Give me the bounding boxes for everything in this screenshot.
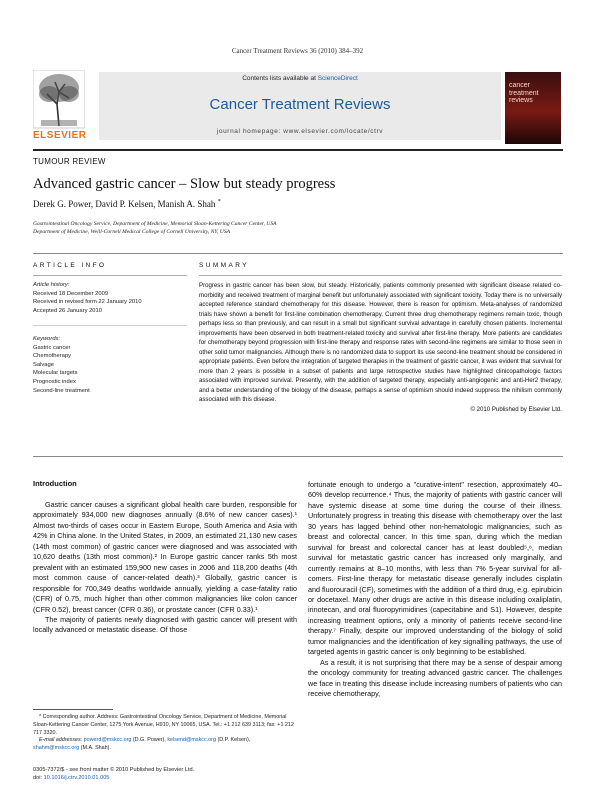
history-received: Received 18 December 2009 bbox=[33, 290, 109, 297]
affiliation-1: Gastrointestinal Oncology Service, Department of Medicine, Memorial Sloan-Kettering Cancer Center, USA bbox=[33, 221, 277, 227]
issn-line: 0305-7372/$ - see front matter © 2010 Published by Elsevier Ltd. bbox=[33, 767, 195, 773]
body-paragraph: As a result, it is not surprising that there may be a sense of despair among the oncology community for treating advanced gastric cancer. The challenges we face in treating this disease include increasing numbers of patients who can receive chemotherapy, bbox=[308, 657, 562, 699]
copyright-notice: © 2010 Published by Elsevier Ltd. bbox=[470, 405, 562, 413]
sciencedirect-link[interactable]: ScienceDirect bbox=[317, 75, 358, 82]
footnote bbox=[33, 714, 298, 753]
summary-text: Progress in gastric cancer has been slow, but steady. Historically, patients commonly presented with significant disease related co-morbidity and received treatment of marginal benefit but unfortunately associated with significant toxicity. Today there is no universally accepted reference standard chemotherapy for this disease. However, there is reason for optimism. Meta-analyses of randomized trials have shown a benefit for first-line combination chemotherapy. Current three drug chemotherapy regimens remain toxic, though perhaps less so than previously, and can result in a small but significant survival advantage in carefully chosen patients. Incremental improvements have been observed in both treatment-related toxicity and survival after first-line therapy. More patients are candidates for chemotherapy beyond progression with first-line therapy and response rates with second-line regimens are similar to those seen in other solid tumor malignancies. Although there is no randomized data to support its use second-line treatment should be considered in appropriate patients. Even before the integration of targeted therapies in the treatment of gastric cancer, it was evident that survival for more than 2 years is possible in a subset of patients and large retrospective studies have highlighted clinicopathologic factors associated with improved survival. Presently, with the addition of targeted therapy, especially anti-angiogenic and anti-Her2 therapy, and a better understanding of the biology of the disease, perhaps a sense of optimism should indeed suppress the nihilism commonly associated with this disease. © 2010 Published by Elsevier Ltd. bbox=[199, 282, 562, 413]
article-identifiers bbox=[33, 766, 194, 782]
doi-line: doi: 10.1016/j.ctrv.2010.01.005 bbox=[33, 775, 110, 781]
article-info-header: ARTICLE INFO bbox=[33, 262, 107, 269]
email-link[interactable]: shahm@mskcc.org bbox=[33, 745, 80, 752]
body-column-right bbox=[308, 480, 562, 700]
keyword: Molecular targets bbox=[33, 370, 78, 377]
history-accepted: Accepted 26 January 2010 bbox=[33, 307, 102, 314]
divider bbox=[33, 253, 563, 254]
footnote-divider bbox=[33, 709, 113, 710]
divider bbox=[33, 325, 187, 326]
journal-homepage-link[interactable]: journal homepage: www.elsevier.com/locate/ctrv bbox=[216, 128, 384, 135]
journal-banner bbox=[99, 72, 501, 140]
elsevier-tree-logo bbox=[33, 70, 85, 132]
body-paragraph: The majority of patients newly diagnosed with gastric cancer will present with locally advanced or metastatic disease. Of those bbox=[33, 614, 297, 635]
keyword: Chemotherapy bbox=[33, 353, 72, 360]
keyword: Salvage bbox=[33, 361, 54, 368]
divider bbox=[199, 275, 562, 276]
corresponding-mark: * bbox=[217, 198, 221, 205]
introduction-heading: Introduction bbox=[33, 479, 77, 488]
keyword: Gastric cancer bbox=[33, 344, 71, 351]
body-column-left bbox=[33, 500, 297, 636]
divider bbox=[33, 456, 563, 457]
keyword: Prognostic index bbox=[33, 378, 76, 385]
article-history: Article history: Received 18 December 2009 Received in revised form 22 January 2010 Accepted 26 January 2010 bbox=[33, 281, 183, 315]
journal-cover-thumbnail bbox=[505, 72, 561, 144]
email-link[interactable]: kelsend@mskcc.org bbox=[167, 737, 216, 744]
summary-header: SUMMARY bbox=[199, 262, 249, 269]
body-paragraph: fortunate enough to undergo a "curative-intent" resection, approximately 40–60% develop recurrence.⁴ Thus, the majority of patients with gastric cancer will have systemic disease at some time during the course of their illness. Unfortunately progress in treating this disease with chemotherapy over the last 30 years has lagged behind other non-hematologic malignancies, such as breast and colorectal cancer. In this time span, during which the median survival for breast and colorectal cancer has at least doubled⁵,⁶, median survival for metastatic gastric cancer has increased only marginally, and currently remains at 8–10 months, with less than 7% 5-year survival for all-comers. First-line therapy for metastatic disease generally includes cisplatin and fluorouracil (CF), sometimes with the addition of a third drug, e.g. epirubicin or docetaxel. Many other drugs are active in this disease including oxaliplatin, irinotecan, and oral fluoropyrimidines (capecitabine and S1). However, despite increasing treatment options, only a minority of patients receive second-line therapy.⁷ Finally, despite our improved understanding of the biology of solid tumor malignancies and the identification of key signalling pathways, the use of targeted agents in gastric cancer is only beginning to be established. bbox=[308, 480, 562, 657]
journal-masthead bbox=[33, 70, 563, 145]
keyword-list: Keywords: Gastric cancer Chemotherapy Salvage Molecular targets Prognostic index Second-line treatment bbox=[33, 335, 183, 395]
email-link[interactable]: powerd@mskcc.org bbox=[83, 737, 132, 744]
email-addresses: E-mail addresses: powerd@mskcc.org (D.G. Power), kelsend@mskcc.org (D.P. Kelsen), shahm@mskcc.org (M.A. Shah). bbox=[33, 737, 251, 752]
doi-link[interactable]: 10.1016/j.ctrv.2010.01.005 bbox=[43, 775, 110, 781]
journal-title: Cancer Treatment Reviews bbox=[209, 96, 391, 113]
author-list: Derek G. Power, David P. Kelsen, Manish A. Shah * bbox=[33, 198, 221, 209]
contents-prefix: Contents lists available at bbox=[242, 75, 318, 82]
body-paragraph: Gastric cancer causes a significant global health care burden, responsible for approximately 934,000 new diagnoses annually (8.6% of new cancer cases).¹ Almost two-thirds of cases occur in Eastern Europe, South America and Asia with 42% in China alone. In the United States, in 2009, an estimated 21,130 new cases (14th most common) of gastric cancer were diagnosed and was associated with 10,620 deaths (13th most common).² In Europe gastric cancer ranks 5th most prevalent with an estimated 159,900 new cases in 2006 and 118,200 deaths (4th most common cause of cancer-related death).³ Globally, gastric cancer is responsible for 700,349 deaths worldwide annually, yielding a case-fatality ratio (CFR) of 0.75, much higher than other common malignancies like colon cancer (CFR 0.52), breast cancer (CFR 0.36), or prostate cancer (CFR 0.33).¹ bbox=[33, 500, 297, 614]
section-label: TUMOUR REVIEW bbox=[33, 157, 106, 166]
affiliation-2: Department of Medicine, Weill-Cornell Medical College of Cornell University, NY, USA bbox=[33, 229, 231, 235]
divider bbox=[33, 275, 187, 276]
journal-reference: Cancer Treatment Reviews 36 (2010) 384–392 bbox=[231, 47, 364, 55]
history-revised: Received in revised form 22 January 2010 bbox=[33, 299, 142, 306]
publisher-wordmark: ELSEVIER bbox=[33, 130, 87, 141]
paper-title: Advanced gastric cancer – Slow but steady progress bbox=[33, 176, 336, 192]
cover-title: cancer treatment reviews bbox=[509, 82, 539, 104]
header-divider bbox=[33, 149, 563, 151]
keyword: Second-line treatment bbox=[33, 387, 90, 394]
corresponding-author-note: * Corresponding author. Address: Gastrointestinal Oncology Service, Department of Medicine, Memorial Sloan-Kettering Cancer Center, 1275 York Avenue, H910, NY 10065, USA. Tel.: +1 212 639 3113; fax: +1 212 717 3320. bbox=[33, 714, 294, 736]
contents-line bbox=[99, 75, 501, 82]
